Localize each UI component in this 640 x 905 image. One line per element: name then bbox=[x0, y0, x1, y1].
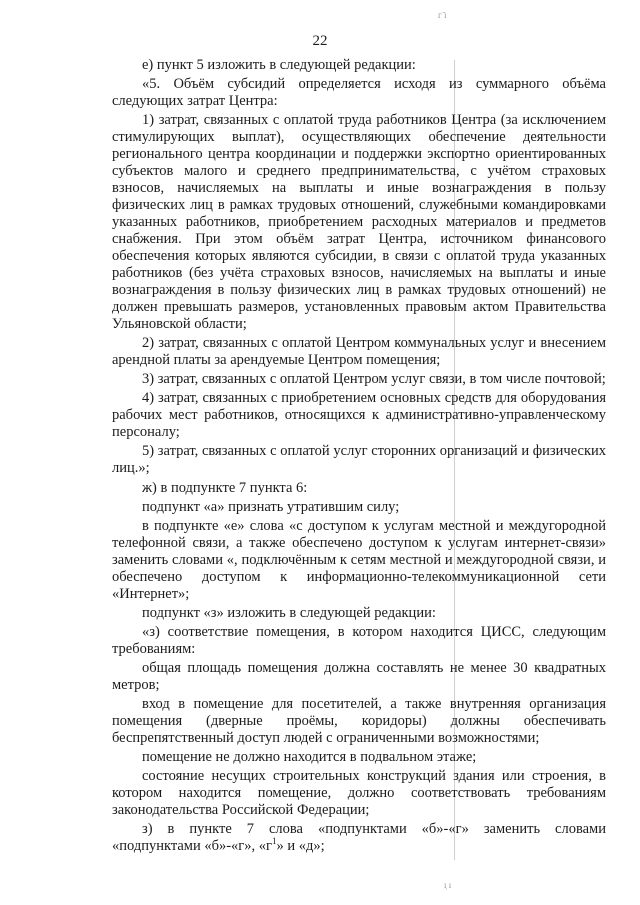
document-body bbox=[112, 57, 606, 857]
paragraph: общая площадь помещения должна составлять не менее 30 квадратных метров; bbox=[112, 660, 606, 693]
paragraph: 4) затрат, связанных с приобретением основных средств для оборудования рабочих мест работников, относящихся к административно-управленческому персоналу; bbox=[112, 390, 606, 440]
paragraph: вход в помещение для посетителей, а также внутренняя организация помещения (дверные проёмы, коридоры) должны обеспечивать беспрепятственный доступ людей с ограниченными возможностями; bbox=[112, 696, 606, 746]
last-paragraph-text: з) в пункте 7 слова «подпунктами «б»-«г» заменить словами «подпунктами «б»-«г», «г bbox=[112, 821, 606, 854]
paragraph: «з) соответствие помещения, в котором находится ЦИСС, следующим требованиям: bbox=[112, 624, 606, 657]
paragraph: 5) затрат, связанных с оплатой услуг сторонних организаций и физических лиц.»; bbox=[112, 443, 606, 476]
paragraph: в подпункте «е» слова «с доступом к услугам местной и междугородной телефонной связи, а также обеспечено доступом к услугам интернет-связи» заменить словами «, подключённым к сетям местной и междугородной связи, и обеспечено доступом к информационно-телекоммуникационной сети «Интернет»; bbox=[112, 518, 606, 602]
paragraph: 2) затрат, связанных с оплатой Центром коммунальных услуг и внесением арендной платы за арендуемые Центром помещения; bbox=[112, 335, 606, 368]
paragraph: подпункт «з» изложить в следующей редакции: bbox=[142, 605, 436, 621]
superscript: 1 bbox=[271, 836, 277, 847]
scan-mark-bottom: ı̣ ı bbox=[444, 880, 452, 890]
paragraph: е) пункт 5 изложить в следующей редакции: bbox=[142, 57, 416, 73]
paragraph: подпункт «а» признать утратившим силу; bbox=[142, 499, 400, 515]
page-number: 22 bbox=[312, 33, 328, 49]
last-paragraph bbox=[112, 821, 606, 855]
paragraph: состояние несущих строительных конструкций здания или строения, в котором находится помещение, должно соответствовать требованиям законодательства Российской Федерации; bbox=[112, 768, 606, 818]
paragraph: 1) затрат, связанных с оплатой труда работников Центра (за исключением стимулирующих выплат), осуществляющих обеспечение деятельности регионального центра координации и поддержки экспортно ориентированных субъектов малого и среднего предпринимательства, с учётом страховых взносов, начисляемых на выплаты и иные вознаграждения в пользу физических лиц в рамках трудовых отношений, служебными командировками указанных работников, приобретением расходных материалов и предметов снабжения. При этом объём затрат Центра, источником финансового обеспечения которых являются субсидии, в связи с оплатой труда указанных работников (без учёта страховых взносов, начисляемых на выплаты и иные вознаграждения в пользу физических лиц в рамках трудовых отношений) не должен превышать размеров, установленных правовым актом Правительства Ульяновской области; bbox=[112, 112, 606, 332]
last-paragraph-tail: » и «д»; bbox=[276, 838, 325, 854]
scan-mark-top: г ̄ı bbox=[438, 10, 447, 20]
paragraph: помещение не должно находится в подвальном этаже; bbox=[142, 749, 477, 765]
paragraph: «5. Объём субсидий определяется исходя из суммарного объёма следующих затрат Центра: bbox=[112, 76, 606, 109]
paragraph: 3) затрат, связанных с оплатой Центром услуг связи, в том числе почтовой; bbox=[142, 371, 606, 387]
paragraph: ж) в подпункте 7 пункта 6: bbox=[142, 480, 308, 496]
